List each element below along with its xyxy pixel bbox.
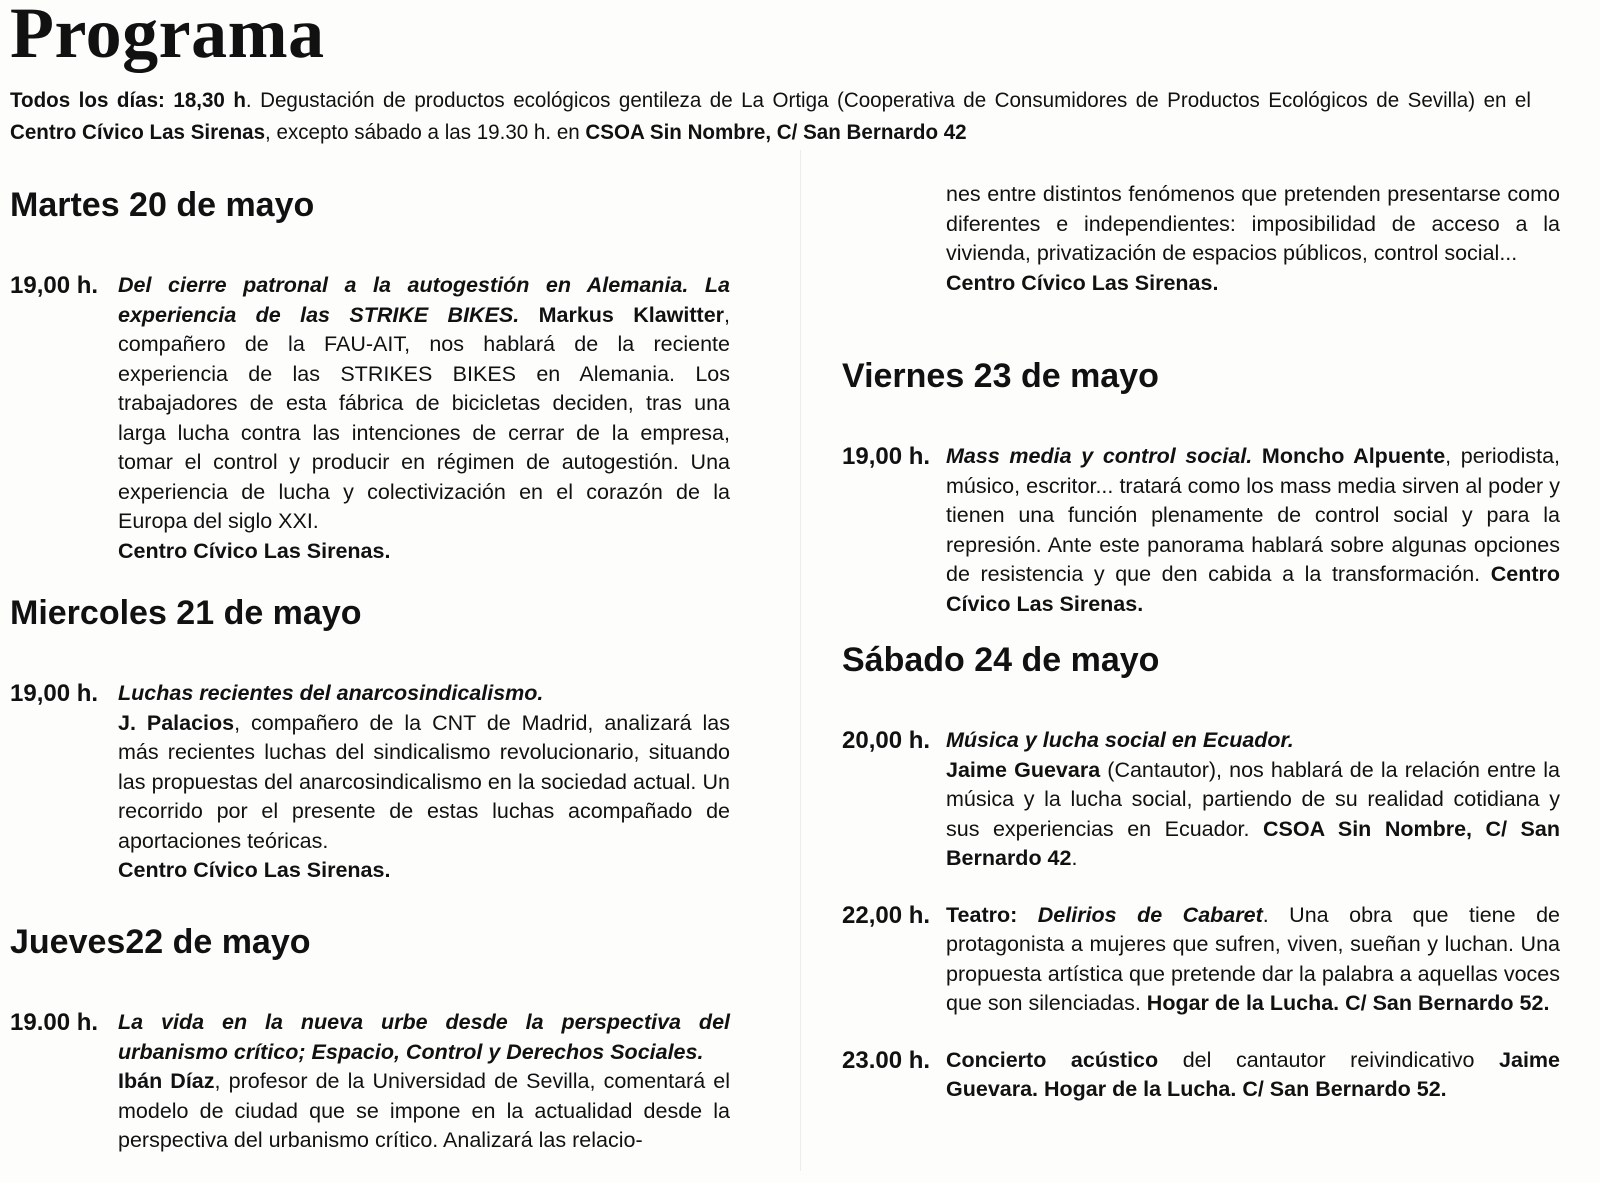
bold-text: Teatro:	[946, 902, 1038, 927]
day-heading: Martes 20 de mayo	[10, 186, 315, 224]
body-text: (Cantautor), nos hablará de la relación entre la música y la lucha social, partiendo de su realidad cotidiana y sus experiencias en Ecuador.	[946, 757, 1560, 841]
event-description	[946, 1046, 1560, 1105]
day-section-sabado	[842, 640, 1560, 1132]
bold-text: CSOA Sin Nombre, C/ San Bernardo 42	[946, 816, 1560, 870]
column-fold	[800, 150, 801, 1171]
body-text: del cantautor reivindicativo	[1158, 1047, 1500, 1072]
bold-text: J. Palacios	[118, 710, 235, 735]
bold-text: CSOA Sin Nombre, C/ San Bernardo 42	[585, 121, 967, 144]
body-text: , compañero de la CNT de Madrid, analizará las más recientes luchas del sindicalismo revolucionario, situando las propuestas del anarcosindicalismo en la sociedad actual. Un recorrido por el presente de estas luchas acompañado de aportaciones teóricas.	[118, 710, 730, 853]
bold-text: Centro Cívico Las Sirenas.	[118, 858, 391, 882]
event-description	[946, 726, 1560, 874]
body-text: , periodista, músico, escritor... tratará como los mass media sirven al poder y tienen una función plenamente de control social y para la represión. Ante este panorama hablará sobre algunas opciones de resistencia y que den cabida a la transformación.	[946, 444, 1560, 586]
event-title: Delirios de Cabaret	[1037, 902, 1263, 927]
event-item	[842, 726, 1560, 874]
event-title: Luchas recientes del anarcosindicalismo.	[118, 681, 544, 705]
bold-text: Jaime Guevara. Hogar de la Lucha. C/ San Bernardo 52.	[946, 1047, 1560, 1101]
bold-text: Centro Cívico Las Sirenas	[10, 121, 266, 144]
event-title: La vida en la nueva urbe desde la perspectiva del urbanismo crítico; Espacio, Control y Derechos Sociales.	[118, 1010, 730, 1064]
event-item	[10, 679, 730, 886]
body-text: nes entre distintos fenómenos que pretenden presentarse como diferentes e independientes: imposibilidad de acceso a la vivienda, privatización de espacios públicos, control social...	[946, 182, 1560, 265]
day-section-jueves	[10, 922, 730, 1183]
event-description	[118, 679, 730, 886]
event-item	[842, 1046, 1560, 1105]
intro-paragraph	[10, 85, 1531, 149]
event-title: Del cierre patronal a la autogestión en Alemania. La experiencia de las STRIKE BIKES.	[118, 273, 730, 327]
event-time: 19,00 h.	[10, 272, 99, 299]
event-time: 23.00 h.	[842, 1046, 931, 1074]
event-time: 22,00 h.	[842, 901, 931, 929]
bold-text: Todos los días: 18,30 h	[10, 89, 246, 112]
body-text: .	[1071, 846, 1078, 870]
body-text: , compañero de la FAU-AIT, nos hablará de la reciente experiencia de las STRIKES BIKES en Alemania. Los trabajadores de esta fábrica de bicicletas deciden, tras una larga lucha contra las intenciones de cerrar de la empresa, tomar el control y producir en régimen de autogestión. Una experiencia de lucha y colectivización en el corazón de la Europa del siglo XXI.	[118, 302, 730, 533]
event-item	[842, 442, 1560, 619]
day-section-miercoles	[10, 593, 730, 913]
event-title: Música y lucha social en Ecuador.	[946, 728, 1294, 752]
event-item	[10, 1008, 730, 1156]
day-heading: Miercoles 21 de mayo	[10, 594, 362, 632]
bold-text: Centro Cívico Las Sirenas.	[946, 270, 1219, 295]
bold-text: Jaime Guevara	[946, 757, 1101, 782]
event-time: 20,00 h.	[842, 727, 931, 754]
page-title: Programa	[10, 0, 325, 73]
body-text: . Una obra que tiene de protagonista a mujeres que sufren, viven, sueñan y luchan. Una propuesta artística que pretende dar la palabra a aquellas voces que son silenciadas.	[946, 902, 1560, 1015]
event-description	[946, 901, 1560, 1019]
bold-text: Concierto acústico	[946, 1047, 1159, 1072]
event-time: 19,00 h.	[842, 443, 931, 470]
bold-text: Centro Cívico Las Sirenas.	[118, 538, 391, 563]
body-text: , excepto sábado a las 19.30 h. en	[265, 121, 586, 144]
event-time: 19.00 h.	[10, 1009, 99, 1036]
event-description	[118, 271, 730, 566]
event-title: Mass media y control social.	[946, 444, 1253, 468]
bold-text: Centro Cívico Las Sirenas.	[946, 562, 1560, 616]
body-text: . Degustación de productos ecológicos gentileza de La Ortiga (Cooperativa de Consumidores de Productos Ecológicos de Sevilla) en el	[245, 89, 1531, 112]
day-section-martes	[10, 185, 730, 593]
event-description	[118, 1008, 730, 1156]
bold-text: Markus Klawitter	[519, 302, 725, 327]
bold-text: Hogar de la Lucha. C/ San Bernardo 52.	[1146, 991, 1550, 1015]
day-heading: Sábado 24 de mayo	[842, 641, 1160, 679]
day-heading: Viernes 23 de mayo	[842, 357, 1159, 395]
day-section-viernes	[842, 356, 1560, 646]
day-heading: Jueves22 de mayo	[10, 923, 311, 961]
event-description	[946, 442, 1560, 619]
event-item	[842, 901, 1560, 1019]
event-item	[10, 271, 730, 566]
bold-text: Ibán Díaz	[118, 1069, 215, 1093]
event-time: 19,00 h.	[10, 680, 99, 707]
body-text: , profesor de la Universidad de Sevilla, comentará el modelo de ciudad que se impone en la actualidad desde la perspectiva del urbanismo crítico. Analizará las relacio-	[118, 1069, 730, 1152]
jueves-continuation	[946, 180, 1560, 298]
bold-text: Moncho Alpuente	[1252, 444, 1446, 468]
